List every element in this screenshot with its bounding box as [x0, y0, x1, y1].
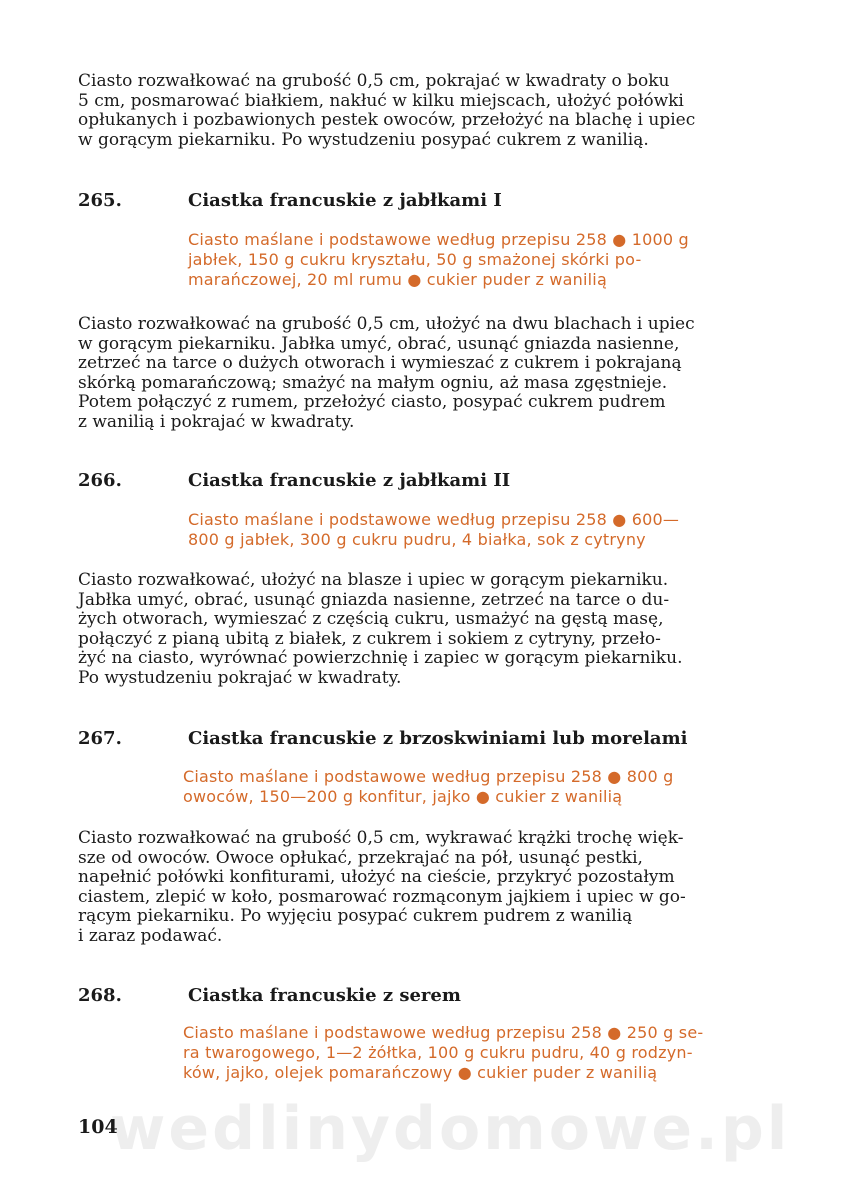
recipe-title: Ciastka francuskie z serem	[188, 985, 461, 1006]
ingredient-line: 800 g jabłek, 300 g cukru pudru, 4 białka, sok z cytryny	[188, 530, 646, 549]
text-line: ciastem, zlepić w koło, posmarować rozmąconym jajkiem i upiec w go-	[78, 886, 686, 907]
text-line: z wanilią i pokrajać w kwadraty.	[78, 411, 355, 432]
text-line: opłukanych i pozbawionych pestek owoców, przełożyć na blachę i upiec	[78, 110, 696, 130]
text-line: żych otworach, wymieszać z częścią cukru, usmażyć na gęstą masę,	[78, 609, 664, 629]
ingredient-line: Ciasto maślane i podstawowe według przepisu 258 ● 600—	[188, 510, 680, 529]
ingredient-line: ków, jajko, olejek pomarańczowy ● cukier puder z wanilią	[183, 1063, 658, 1082]
recipe-heading-266	[78, 470, 772, 492]
recipe-number: 266.	[78, 470, 122, 491]
text-line: napełnić połówki konfiturami, ułożyć na cieście, przykryć pozostałym	[78, 867, 675, 887]
recipe-number: 265.	[78, 190, 122, 211]
recipe-title: Ciastka francuskie z jabłkami II	[188, 470, 511, 491]
text-line: Jabłka umyć, obrać, usunąć gniazda nasienne, zetrzeć na tarce o du-	[78, 589, 670, 610]
text-line: Ciasto rozwałkować, ułożyć na blasze i upiec w gorącym piekarniku.	[78, 570, 669, 590]
recipe-heading-268	[78, 985, 772, 1007]
text-line: Ciasto rozwałkować na grubość 0,5 cm, ułożyć na dwu blachach i upiec	[78, 314, 695, 334]
ingredient-line: Ciasto maślane i podstawowe według przepisu 258 ● 250 g se-	[183, 1023, 704, 1042]
text-line: żyć na ciasto, wyrównać powierzchnię i zapiec w gorącym piekarniku.	[78, 648, 683, 668]
text-line: skórką pomarańczową; smażyć na małym ogniu, aż masa zgęstnieje.	[78, 372, 668, 393]
text-line: w gorącym piekarniku. Jabłka umyć, obrać, usunąć gniazda nasienne,	[78, 333, 680, 354]
page-number: 104	[78, 1116, 118, 1138]
instructions-266	[78, 571, 772, 688]
ingredients-268	[183, 1023, 773, 1083]
intro-paragraph	[78, 72, 772, 150]
recipe-title: Ciastka francuskie z jabłkami I	[188, 190, 502, 211]
recipe-number: 267.	[78, 728, 122, 749]
ingredient-line: Ciasto maślane i podstawowe według przepisu 258 ● 800 g	[183, 767, 674, 786]
recipe-heading-267	[78, 728, 772, 750]
text-line: 5 cm, posmarować białkiem, nakłuć w kilku miejscach, ułożyć połówki	[78, 90, 684, 111]
recipe-number: 268.	[78, 985, 122, 1006]
text-line: Potem połączyć z rumem, przełożyć ciasto, posypać cukrem pudrem	[78, 392, 666, 412]
ingredient-line: ra twarogowego, 1—2 żółtka, 100 g cukru pudru, 40 g rodzyn-	[183, 1043, 693, 1062]
ingredients-267	[183, 767, 773, 807]
ingredients-266	[188, 510, 778, 550]
watermark: wedlinydomowe.pl	[110, 1094, 791, 1164]
ingredient-line: owoców, 150—200 g konfitur, jajko ● cukier z wanilią	[183, 787, 623, 806]
ingredients-265	[188, 230, 778, 290]
text-line: zetrzeć na tarce o dużych otworach i wymieszać z cukrem i pokrajaną	[78, 353, 682, 373]
text-line: Ciasto rozwałkować na grubość 0,5 cm, pokrajać w kwadraty o boku	[78, 71, 670, 91]
recipe-heading-265	[78, 190, 772, 212]
ingredient-line: jabłek, 150 g cukru kryształu, 50 g smażonej skórki po-	[188, 250, 642, 269]
text-line: rącym piekarniku. Po wyjęciu posypać cukrem pudrem z wanilią	[78, 906, 633, 926]
text-line: w gorącym piekarniku. Po wystudzeniu posypać cukrem z wanilią.	[78, 129, 649, 150]
text-line: Ciasto rozwałkować na grubość 0,5 cm, wykrawać krążki trochę więk-	[78, 828, 684, 848]
text-line: połączyć z pianą ubitą z białek, z cukrem i sokiem z cytryny, przeło-	[78, 628, 661, 649]
instructions-267	[78, 829, 772, 946]
text-line: i zaraz podawać.	[78, 925, 223, 946]
recipe-title: Ciastka francuskie z brzoskwiniami lub morelami	[188, 728, 688, 749]
text-line: sze od owoców. Owoce opłukać, przekrajać na pół, usunąć pestki,	[78, 847, 643, 868]
instructions-265	[78, 315, 772, 432]
ingredient-line: marańczowej, 20 ml rumu ● cukier puder z wanilią	[188, 270, 607, 289]
text-line: Po wystudzeniu pokrajać w kwadraty.	[78, 667, 402, 688]
ingredient-line: Ciasto maślane i podstawowe według przepisu 258 ● 1000 g	[188, 230, 689, 249]
